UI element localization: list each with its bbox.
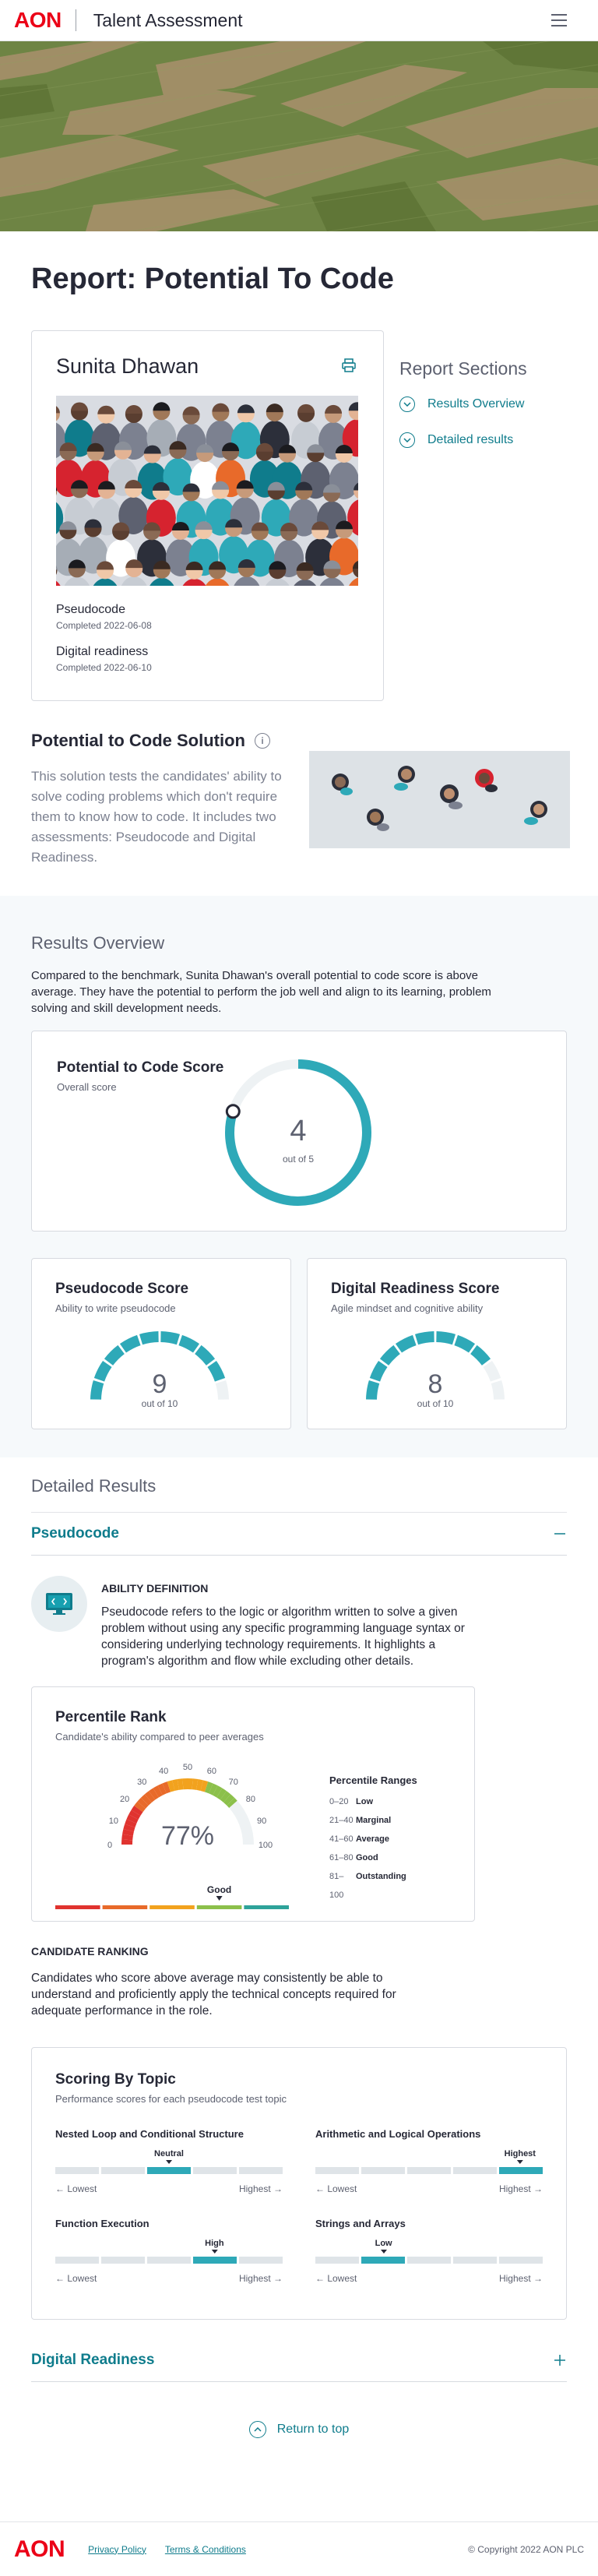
- percentile-arc-segment: [145, 1799, 148, 1802]
- gauge-segment: [212, 1364, 220, 1380]
- page-title: Report: Potential To Code: [31, 263, 394, 295]
- topic-level-marker: Low: [375, 2239, 392, 2254]
- percentile-arc-segment: [128, 1826, 130, 1831]
- percentile-arc-segment: [156, 1791, 160, 1793]
- pseudocode-score-title: Pseudocode Score: [55, 1281, 189, 1297]
- percentile-tick-label: 80: [245, 1795, 256, 1805]
- chevron-up-icon: [249, 2421, 266, 2438]
- topic-score-segment: [453, 2257, 497, 2264]
- print-icon[interactable]: [341, 358, 357, 373]
- pseudocode-score-gauge: [60, 1329, 259, 1415]
- digital-score-gauge: [336, 1329, 535, 1415]
- gauge-segment: [141, 1337, 159, 1340]
- page-footer: [0, 2521, 598, 2576]
- collapse-minus-icon[interactable]: [553, 1527, 567, 1541]
- topic-score-segment: [315, 2257, 359, 2264]
- percentile-tick-label: 0: [107, 1841, 113, 1850]
- topic-score-item: [315, 2218, 543, 2284]
- percentile-tick-label: 100: [258, 1841, 273, 1850]
- section-link-results-overview[interactable]: [399, 396, 527, 412]
- topic-score-item: [55, 2218, 283, 2284]
- ability-definition-text: Pseudocode refers to the logic or algorithm written to solve a given problem without using any specific programming language syntax or considering underlying technology requirements. It highlights a program's algorithm and flow while excluding other details.: [101, 1605, 465, 1668]
- topic-score-bar: [55, 2149, 283, 2174]
- topic-score-bar: [315, 2239, 543, 2264]
- report-sections-nav: [399, 330, 527, 701]
- percentile-band-segment: [55, 1905, 100, 1909]
- team-illustration: [309, 751, 570, 848]
- percentile-arc-segment: [227, 1799, 230, 1802]
- topic-score-segment: [499, 2257, 543, 2264]
- topic-score-segment: [407, 2257, 451, 2264]
- info-icon[interactable]: i: [255, 733, 270, 749]
- gauge-segment: [220, 1382, 223, 1400]
- ability-definition: [31, 1576, 567, 1669]
- percentile-arc-segment: [132, 1817, 134, 1822]
- percentile-arc-track: [234, 1804, 248, 1845]
- report-sections-title: Report Sections: [399, 358, 527, 379]
- lowest-label: ← Lowest: [55, 2273, 97, 2284]
- chevron-down-icon: [399, 396, 415, 412]
- percentile-tick-label: 40: [158, 1766, 169, 1776]
- candidate-name: Sunita Dhawan: [56, 354, 199, 378]
- gauge-segment: [436, 1337, 454, 1340]
- gauge-segment: [371, 1382, 375, 1400]
- percentile-arc-segment: [160, 1788, 165, 1791]
- assessment-date: Completed 2022-06-08: [56, 620, 152, 631]
- percentile-arc-segment: [178, 1784, 183, 1785]
- percentile-arc-segment: [223, 1795, 227, 1799]
- scoring-by-topic-card: [31, 2047, 567, 2320]
- percentile-arc-segment: [206, 1787, 211, 1788]
- percentile-tick-label: 90: [256, 1817, 267, 1827]
- copyright-text: © Copyright 2022 AON PLC: [468, 2543, 584, 2555]
- topic-scale-labels: [315, 2273, 543, 2284]
- percentile-arc-segment: [169, 1785, 174, 1787]
- footer-aon-logo[interactable]: AON: [14, 2535, 65, 2562]
- digital-score-max: out of 10: [417, 1398, 454, 1409]
- app-title: Talent Assessment: [93, 9, 243, 30]
- topic-score-segment: [147, 2257, 191, 2264]
- crowd-illustration: [56, 396, 358, 586]
- percentile-band-segment: [244, 1905, 289, 1909]
- gauge-segment: [198, 1350, 210, 1362]
- percentile-arc-segment: [152, 1792, 156, 1795]
- hamburger-menu-icon[interactable]: [551, 14, 567, 26]
- percentile-tick-label: 10: [108, 1817, 119, 1827]
- candidate-ranking: [31, 1945, 567, 2019]
- percentile-band-segment: [103, 1905, 148, 1909]
- percentile-arc-segment: [142, 1802, 145, 1805]
- topic-score-item: [315, 2128, 543, 2194]
- gauge-segment: [496, 1382, 499, 1400]
- percentile-rank-title: Percentile Rank: [55, 1709, 167, 1725]
- highest-label: Highest →: [238, 2183, 283, 2194]
- pseudocode-score-max: out of 10: [141, 1398, 178, 1409]
- topic-score-segment: [407, 2167, 451, 2174]
- ability-definition-heading: ABILITY DEFINITION: [101, 1582, 209, 1595]
- topic-scale-labels: [55, 2273, 283, 2284]
- section-link-detailed-results[interactable]: [399, 432, 527, 448]
- percentile-tick-label: 20: [119, 1795, 130, 1805]
- return-to-top-label: Return to top: [276, 2423, 350, 2436]
- gauge-segment: [96, 1382, 99, 1400]
- percentile-range-item: 0–20 Low: [329, 1797, 373, 1806]
- topic-name: Nested Loop and Conditional Structure: [55, 2128, 244, 2140]
- overall-score-subtitle: Overall score: [57, 1081, 117, 1093]
- percentile-rank-card: [31, 1686, 475, 1922]
- gauge-segment: [99, 1364, 107, 1380]
- pseudocode-accordion-title: Pseudocode: [31, 1525, 119, 1542]
- digital-score-title: Digital Readiness Score: [331, 1281, 500, 1297]
- chevron-down-icon: [399, 432, 415, 448]
- assessment-name: Digital readiness: [56, 645, 149, 658]
- gauge-segment: [181, 1340, 196, 1348]
- hero-field-image: [0, 41, 598, 231]
- highest-label: Highest →: [498, 2183, 543, 2194]
- digital-score-value: 8: [427, 1369, 443, 1399]
- percentile-arc-segment: [215, 1791, 219, 1793]
- digital-score-subtitle: Agile mindset and cognitive ability: [331, 1302, 484, 1314]
- percentile-band-segment: [197, 1905, 242, 1909]
- percentile-tick-label: 50: [182, 1763, 193, 1772]
- topic-score-segment: [499, 2167, 543, 2174]
- gauge-segment: [385, 1350, 397, 1362]
- gauge-segment: [109, 1350, 121, 1362]
- topic-score-segment: [101, 2257, 145, 2264]
- gauge-segment: [417, 1337, 434, 1340]
- percentile-arc-segment: [148, 1795, 152, 1799]
- topic-scale-labels: [55, 2183, 283, 2194]
- topic-level-marker: Highest: [505, 2149, 536, 2164]
- topic-score-segment: [55, 2257, 99, 2264]
- topic-name: Function Execution: [55, 2218, 150, 2229]
- results-overview-section: [0, 896, 598, 1457]
- topic-score-segment: [147, 2167, 191, 2174]
- percentile-arc-segment: [192, 1784, 197, 1785]
- candidate-ranking-heading: CANDIDATE RANKING: [31, 1945, 149, 1958]
- percentile-arc-segment: [127, 1835, 128, 1840]
- solution-description: This solution tests the candidates' ability to solve coding problems which don't require them to know how to code. It includes two assessments: Pseudocode and Digital Readiness.: [31, 769, 282, 865]
- computer-code-icon: [31, 1576, 87, 1632]
- topic-name: Arithmetic and Logical Operations: [315, 2128, 481, 2140]
- digital-readiness-score-card: [307, 1258, 567, 1429]
- topic-grid: [55, 2128, 543, 2284]
- percentile-band-segment: [150, 1905, 195, 1909]
- topic-score-segment: [193, 2167, 237, 2174]
- percentile-arc-segment: [220, 1792, 223, 1795]
- topic-score-segment: [239, 2167, 283, 2174]
- topic-score-segment: [361, 2167, 405, 2174]
- candidate-profile-card: [31, 330, 384, 701]
- topic-name: Strings and Arrays: [315, 2218, 406, 2229]
- percentile-band-label: Good: [206, 1884, 232, 1895]
- topic-level-marker: Neutral: [154, 2149, 184, 2164]
- percentile-arc-segment: [139, 1805, 142, 1809]
- gauge-segment: [487, 1364, 495, 1380]
- topic-score-bar: [55, 2239, 283, 2264]
- topic-score-segment: [193, 2257, 237, 2264]
- results-summary: Compared to the benchmark, Sunita Dhawan's overall potential to code score is above average. They have the potential to perform the job well and align to its learning, problem solving and skill development needs.: [31, 969, 491, 1015]
- topic-score-segment: [55, 2167, 99, 2174]
- pseudocode-score-subtitle: Ability to write pseudocode: [55, 1302, 176, 1314]
- lowest-label: ← Lowest: [315, 2183, 357, 2194]
- percentile-ranges-title: Percentile Ranges: [329, 1774, 417, 1786]
- gauge-segment: [160, 1337, 178, 1340]
- expand-plus-icon[interactable]: [553, 2353, 567, 2367]
- overall-score-ring: [220, 1055, 376, 1210]
- topic-score-bar: [315, 2149, 543, 2174]
- gauge-segment: [456, 1340, 472, 1348]
- detailed-results-section: [0, 1457, 598, 2438]
- aon-logo[interactable]: AON: [14, 8, 62, 32]
- topic-score-segment: [315, 2167, 359, 2174]
- topic-score-segment: [239, 2257, 283, 2264]
- overall-score-value: 4: [290, 1115, 307, 1147]
- percentile-range-item: 81–100 Outstanding: [329, 1872, 406, 1900]
- gauge-segment: [123, 1340, 139, 1348]
- gauge-segment: [375, 1364, 382, 1380]
- topic-scale-labels: [315, 2183, 543, 2194]
- percentile-arc-segment: [230, 1802, 233, 1805]
- gauge-segment: [399, 1340, 414, 1348]
- percentile-arc-segment: [134, 1813, 136, 1817]
- pseudocode-score-value: 9: [152, 1369, 167, 1399]
- percentile-range-item: 61–80 Good: [329, 1853, 378, 1862]
- topic-level-marker: High: [205, 2239, 223, 2254]
- percentile-arc-segment: [202, 1785, 206, 1787]
- topic-score-segment: [101, 2167, 145, 2174]
- pseudocode-accordion-header[interactable]: [31, 1512, 567, 1556]
- topic-score-segment: [453, 2167, 497, 2174]
- lowest-label: ← Lowest: [55, 2183, 97, 2194]
- percentile-rank-subtitle: Candidate's ability compared to peer averages: [55, 1731, 264, 1743]
- digital-readiness-accordion-title: Digital Readiness: [31, 2351, 155, 2368]
- solution-title: Potential to Code Solution: [31, 731, 245, 750]
- solution-section: [31, 731, 567, 868]
- return-to-top-link[interactable]: [31, 2421, 567, 2438]
- section-link-label: Detailed results: [427, 433, 514, 446]
- scoring-by-topic-title: Scoring By Topic: [55, 2071, 176, 2088]
- percentile-range-item: 21–40 Marginal: [329, 1816, 392, 1825]
- candidate-ranking-text: Candidates who score above average may consistently be able to understand and proficiently apply the technical concepts required for adequate performance in the role.: [31, 1972, 396, 2017]
- digital-readiness-accordion-header[interactable]: [31, 2338, 567, 2382]
- percentile-gauge: [55, 1753, 320, 1924]
- highest-label: Highest →: [238, 2273, 283, 2284]
- gauge-segment: [473, 1350, 486, 1362]
- scoring-by-topic-subtitle: Performance scores for each pseudocode test topic: [55, 2093, 287, 2105]
- solution-heading: [31, 731, 300, 751]
- percentile-arc-segment: [135, 1809, 138, 1813]
- topic-score-segment: [361, 2257, 405, 2264]
- pseudocode-score-card: [31, 1258, 291, 1429]
- percentile-arc-segment: [130, 1821, 132, 1826]
- results-overview-title: Results Overview: [31, 933, 165, 953]
- detailed-results-title: Detailed Results: [31, 1476, 157, 1496]
- app-header: [0, 0, 598, 41]
- percentile-tick-label: 30: [137, 1778, 147, 1788]
- lowest-label: ← Lowest: [315, 2273, 357, 2284]
- percentile-range-item: 41–60 Average: [329, 1834, 390, 1844]
- assessment-date: Completed 2022-06-10: [56, 662, 152, 673]
- overall-score-title: Potential to Code Score: [57, 1059, 224, 1076]
- overall-score-card: [31, 1031, 567, 1232]
- terms-conditions-link[interactable]: Terms & Conditions: [164, 2543, 246, 2555]
- percentile-arc-segment: [211, 1788, 216, 1791]
- assessment-name: Pseudocode: [56, 603, 125, 616]
- percentile-band-marker: [216, 1896, 223, 1901]
- percentile-value: 77%: [160, 1821, 215, 1851]
- percentile-tick-label: 60: [206, 1766, 217, 1776]
- topic-score-item: [55, 2128, 283, 2194]
- section-link-label: Results Overview: [427, 397, 525, 411]
- percentile-arc-segment: [164, 1787, 169, 1788]
- overall-score-max: out of 5: [282, 1154, 315, 1165]
- percentile-ranges-legend: [329, 1774, 417, 1905]
- privacy-policy-link[interactable]: Privacy Policy: [88, 2543, 146, 2555]
- percentile-tick-label: 70: [228, 1778, 238, 1788]
- highest-label: Highest →: [498, 2273, 543, 2284]
